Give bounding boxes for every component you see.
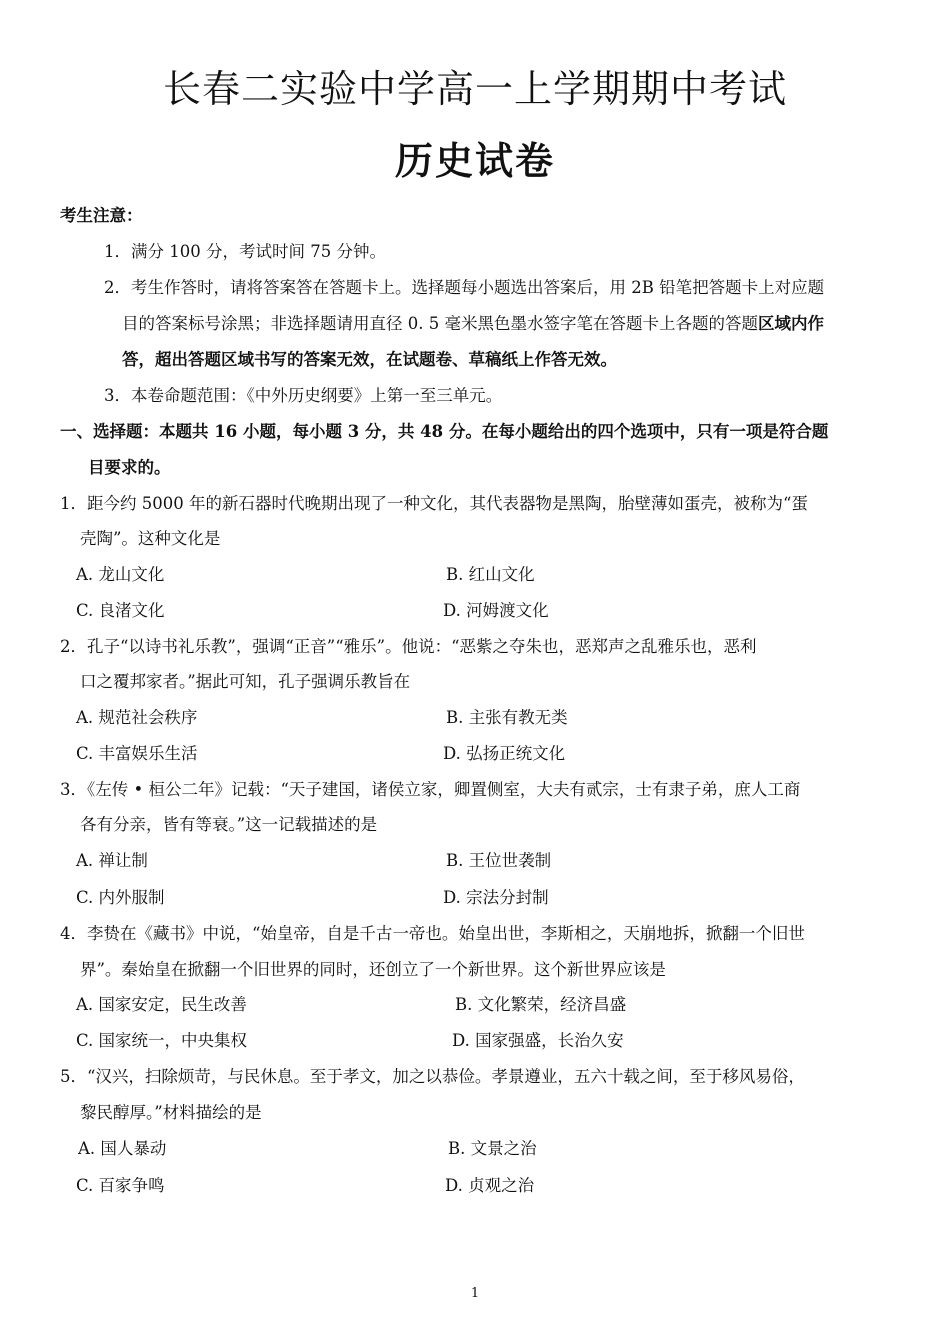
notice-item-1: 1．满分 100 分，考试时间 75 分钟。 [104, 242, 386, 261]
question-4-option-a: A. 国家安定，民生改善 [76, 995, 247, 1014]
question-2-stem-line-2: 口之覆邦家者。”据此可知，孔子强调乐教旨在 [80, 672, 411, 691]
question-2-option-c: C. 丰富娱乐生活 [76, 744, 198, 763]
subject-title: 历史试卷 [394, 138, 555, 183]
question-5-option-b: B. 文景之治 [448, 1139, 537, 1158]
question-1-option-c: C. 良渚文化 [76, 601, 165, 620]
question-5-option-c: C. 百家争鸣 [76, 1176, 165, 1195]
question-5-stem-line-1: 5．“汉兴，扫除烦苛，与民休息。至于孝文，加之以恭俭。孝景遵业，五六十载之间，至于移风易俗， [60, 1067, 805, 1086]
question-4-option-b: B. 文化繁荣，经济昌盛 [455, 995, 627, 1014]
question-4-option-d: D. 国家强盛，长治久安 [452, 1031, 624, 1050]
notice-item-2-line-3: 答，超出答题区域书写的答案无效，在试题卷、草稿纸上作答无效。 [122, 350, 617, 369]
exam-title: 长春二实验中学高一上学期期中考试 [162, 67, 787, 111]
question-1-stem-line-2: 壳陶”。这种文化是 [80, 529, 221, 548]
question-4-stem-line-2: 界”。秦始皇在掀翻一个旧世界的同时，还创立了一个新世界。这个新世界应该是 [80, 960, 666, 979]
question-3-stem-line-1: 3．《左传 • 桓公二年》记载：“天子建国，诸侯立家，卿置侧室，大夫有贰宗，士有隶子弟，庶人工商 [60, 780, 801, 799]
notice-item-2-line-1: 2．考生作答时，请将答案答在答题卡上。选择题每小题选出答案后，用 2B 铅笔把答题卡上对应题 [104, 278, 825, 297]
question-3-option-a: A. 禅让制 [76, 851, 148, 870]
notice-label: 考生注意： [60, 206, 143, 225]
section-1-heading-line-2: 目要求的。 [88, 458, 171, 477]
question-1-stem-line-1: 1．距今约 5000 年的新石器时代晚期出现了一种文化，其代表器物是黑陶，胎壁薄如蛋壳，被称为“蛋 [60, 494, 808, 513]
notice-item-2-line-2-bold: 区域内作 [757, 314, 824, 333]
question-3-option-d: D. 宗法分封制 [443, 888, 549, 907]
question-3-option-b: B. 王位世袭制 [446, 851, 552, 870]
section-1-heading-line-1: 一、选择题：本题共 16 小题，每小题 3 分，共 48 分。在每小题给出的四个选项中，只有一项是符合题 [60, 422, 829, 441]
question-4-stem-line-1: 4．李贽在《藏书》中说，“始皇帝，自是千古一帝也。始皇出世，李斯相之，天崩地拆，掀翻一个旧世 [60, 924, 805, 943]
question-2-option-b: B. 主张有教无类 [446, 708, 568, 727]
question-5-option-a: A. 国人暴动 [78, 1139, 167, 1158]
question-2-option-a: A. 规范社会秩序 [76, 708, 198, 727]
page-number: 1 [470, 1286, 480, 1301]
question-1-option-d: D. 河姆渡文化 [443, 601, 549, 620]
question-4-option-c: C. 国家统一，中央集权 [76, 1031, 248, 1050]
question-3-stem-line-2: 各有分亲，皆有等衰。”这一记载描述的是 [80, 815, 378, 834]
notice-item-2-line-2-normal: 目的答案标号涂黑；非选择题请用直径 0. 5 毫米黑色墨水签字笔在答题卡上各题的答题 [122, 314, 758, 333]
question-3-option-c: C. 内外服制 [76, 888, 165, 907]
question-5-option-d: D. 贞观之治 [445, 1176, 535, 1195]
question-2-option-d: D. 弘扬正统文化 [443, 744, 566, 763]
notice-item-2-line-2 [122, 314, 824, 334]
question-1-option-a: A. 龙山文化 [76, 565, 165, 584]
notice-item-3: 3．本卷命题范围：《中外历史纲要》上第一至三单元。 [104, 386, 503, 405]
question-5-stem-line-2: 黎民醇厚。”材料描绘的是 [80, 1103, 262, 1122]
question-1-option-b: B. 红山文化 [446, 565, 535, 584]
question-2-stem-line-1: 2．孔子“以诗书礼乐教”，强调“正音”“雅乐”。他说：“恶紫之夺朱也，恶郑声之乱雅乐也，恶利 [60, 637, 757, 656]
